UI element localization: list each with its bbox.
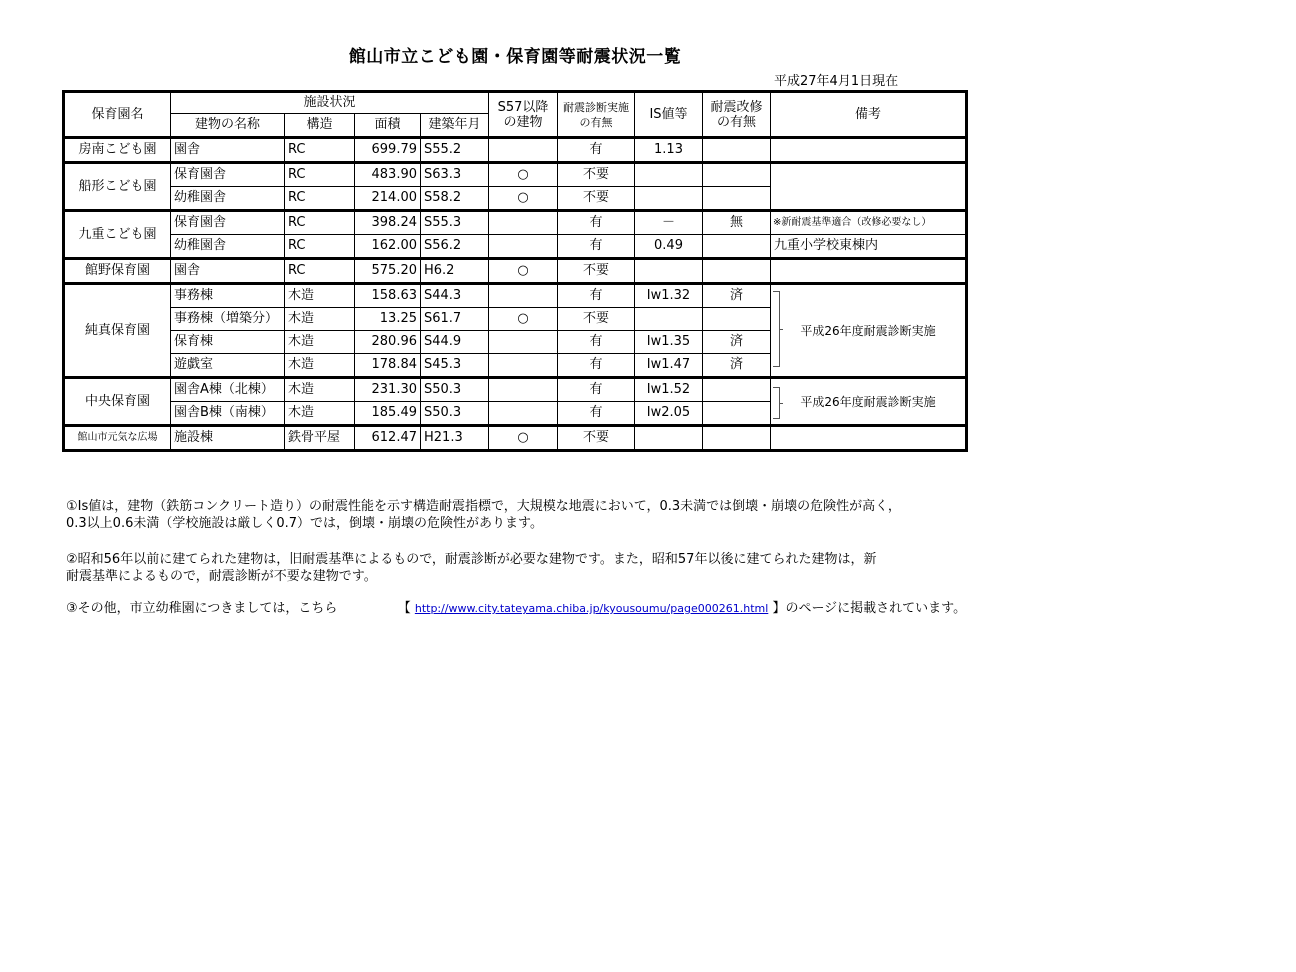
area: 699.79 — [355, 138, 421, 163]
structure: RC — [285, 138, 355, 163]
retrofit — [703, 187, 771, 211]
built: H6.2 — [421, 259, 489, 284]
area: 280.96 — [355, 331, 421, 354]
built: S61.7 — [421, 308, 489, 331]
area: 612.47 — [355, 426, 421, 451]
built: S63.3 — [421, 163, 489, 187]
header-built: 建築年月 — [421, 114, 489, 138]
header-s57: S57以降の建物 — [489, 92, 558, 138]
footnote-2-line-2: 耐震基準によるもので，耐震診断が不要な建物です。 — [66, 569, 377, 584]
table-row — [64, 163, 967, 187]
table-row — [64, 138, 967, 163]
building-name: 保育園舎 — [171, 163, 285, 187]
is-value — [635, 187, 703, 211]
retrofit: 済 — [703, 284, 771, 308]
structure: RC — [285, 187, 355, 211]
facility-name: 房南こども園 — [64, 138, 171, 163]
retrofit — [703, 402, 771, 426]
header-diag: 耐震診断実施の有無 — [558, 92, 635, 138]
diag: 有 — [558, 402, 635, 426]
footnote-3-suffix: 】のページに掲載されています。 — [772, 601, 967, 616]
header-name: 保育園名 — [64, 92, 171, 138]
building-name: 施設棟 — [171, 426, 285, 451]
building-name: 園舎 — [171, 138, 285, 163]
retrofit — [703, 308, 771, 331]
is-value — [635, 426, 703, 451]
is-value: 0.49 — [635, 235, 703, 259]
retrofit: 済 — [703, 354, 771, 378]
is-value: Iw1.47 — [635, 354, 703, 378]
remark: ※新耐震基準適合（改修必要なし） — [771, 211, 967, 235]
structure: 木造 — [285, 378, 355, 402]
s57-mark — [489, 284, 558, 308]
area: 398.24 — [355, 211, 421, 235]
retrofit: 無 — [703, 211, 771, 235]
table-row — [64, 259, 967, 284]
diag: 不要 — [558, 426, 635, 451]
table-row — [64, 378, 967, 402]
facility-name: 館野保育園 — [64, 259, 171, 284]
structure: 木造 — [285, 354, 355, 378]
is-value — [635, 163, 703, 187]
area: 13.25 — [355, 308, 421, 331]
structure: 木造 — [285, 284, 355, 308]
header-row-1 — [64, 92, 967, 114]
is-value — [635, 259, 703, 284]
building-name: 保育園舎 — [171, 211, 285, 235]
area: 185.49 — [355, 402, 421, 426]
structure: RC — [285, 211, 355, 235]
structure: RC — [285, 259, 355, 284]
s57-mark — [489, 211, 558, 235]
footnote-1-line-1: ①Is値は，建物（鉄筋コンクリート造り）の耐震性能を示す構造耐震指標で，大規模な地震において，0.3未満では倒壊・崩壊の危険性が高く， — [66, 499, 901, 514]
building-name: 幼稚園舎 — [171, 187, 285, 211]
remark — [771, 138, 967, 163]
structure: RC — [285, 235, 355, 259]
footnote-1-line-2: 0.3以上0.6未満（学校施設は厳しく0.7）では，倒壊・崩壊の危険性があります。 — [66, 516, 543, 531]
footnote-3-prefix: ③その他，市立幼稚園につきましては，こちら — [66, 601, 338, 616]
built: S44.9 — [421, 331, 489, 354]
retrofit — [703, 235, 771, 259]
s57-mark: ○ — [489, 308, 558, 331]
structure: 木造 — [285, 308, 355, 331]
footnote-2-line-1: ②昭和56年以前に建てられた建物は，旧耐震基準によるもので，耐震診断が必要な建物です。また，昭和57年以後に建てられた建物は，新 — [66, 552, 877, 567]
structure: 木造 — [285, 402, 355, 426]
footnote-3 — [66, 600, 976, 617]
is-value: － — [635, 211, 703, 235]
table-row — [64, 426, 967, 451]
area: 214.00 — [355, 187, 421, 211]
built: S50.3 — [421, 402, 489, 426]
area: 231.30 — [355, 378, 421, 402]
retrofit: 済 — [703, 331, 771, 354]
header-retrofit: 耐震改修の有無 — [703, 92, 771, 138]
kindergarten-page-link[interactable]: http://www.city.tateyama.chiba.jp/kyousoumu/page000261.html — [414, 602, 769, 615]
building-name: 幼稚園舎 — [171, 235, 285, 259]
area: 162.00 — [355, 235, 421, 259]
s57-mark: ○ — [489, 426, 558, 451]
diag: 不要 — [558, 163, 635, 187]
area: 575.20 — [355, 259, 421, 284]
building-name: 保育棟 — [171, 331, 285, 354]
header-status-group: 施設状況 — [171, 92, 489, 114]
retrofit — [703, 138, 771, 163]
footnote-1 — [66, 498, 901, 532]
bracket-mark — [773, 291, 780, 367]
diag: 有 — [558, 378, 635, 402]
bracket-mark — [773, 387, 780, 419]
is-value: Iw2.05 — [635, 402, 703, 426]
built: H21.3 — [421, 426, 489, 451]
diag: 有 — [558, 138, 635, 163]
remark: 九重小学校東棟内 — [771, 235, 967, 259]
built: S56.2 — [421, 235, 489, 259]
is-value: Iw1.32 — [635, 284, 703, 308]
building-name: 園舎A棟（北棟） — [171, 378, 285, 402]
footnote-2 — [66, 551, 876, 585]
facility-name: 純真保育園 — [64, 284, 171, 378]
built: S50.3 — [421, 378, 489, 402]
seismic-status-table — [62, 90, 968, 452]
building-name: 事務棟 — [171, 284, 285, 308]
s57-mark — [489, 331, 558, 354]
header-area: 面積 — [355, 114, 421, 138]
facility-name: 中央保育園 — [64, 378, 171, 426]
table-row — [64, 235, 967, 259]
diag: 不要 — [558, 308, 635, 331]
s57-mark: ○ — [489, 187, 558, 211]
remark — [771, 163, 967, 211]
header-is: IS値等 — [635, 92, 703, 138]
diag: 有 — [558, 331, 635, 354]
remark — [771, 259, 967, 284]
remark — [771, 426, 967, 451]
header-building-name: 建物の名称 — [171, 114, 285, 138]
retrofit — [703, 259, 771, 284]
building-name: 園舎 — [171, 259, 285, 284]
page-title: 館山市立こども園・保育園等耐震状況一覧 — [348, 47, 682, 67]
structure: 木造 — [285, 331, 355, 354]
facility-name: 九重こども園 — [64, 211, 171, 259]
area: 158.63 — [355, 284, 421, 308]
building-name: 事務棟（増築分） — [171, 308, 285, 331]
is-value: Iw1.35 — [635, 331, 703, 354]
s57-mark — [489, 402, 558, 426]
diag: 不要 — [558, 187, 635, 211]
diag: 不要 — [558, 259, 635, 284]
remark — [771, 284, 967, 378]
table-row — [64, 284, 967, 308]
retrofit — [703, 378, 771, 402]
s57-mark — [489, 378, 558, 402]
s57-mark: ○ — [489, 259, 558, 284]
diag: 有 — [558, 284, 635, 308]
building-name: 園舎B棟（南棟） — [171, 402, 285, 426]
building-name: 遊戯室 — [171, 354, 285, 378]
built: S58.2 — [421, 187, 489, 211]
built: S55.2 — [421, 138, 489, 163]
built: S55.3 — [421, 211, 489, 235]
s57-mark — [489, 354, 558, 378]
built: S45.3 — [421, 354, 489, 378]
diag: 有 — [558, 235, 635, 259]
is-value: 1.13 — [635, 138, 703, 163]
structure: RC — [285, 163, 355, 187]
s57-mark — [489, 235, 558, 259]
diag: 有 — [558, 354, 635, 378]
table-row — [64, 211, 967, 235]
header-structure: 構造 — [285, 114, 355, 138]
is-value — [635, 308, 703, 331]
facility-name: 館山市元気な広場 — [64, 426, 171, 451]
facility-name: 船形こども園 — [64, 163, 171, 211]
retrofit — [703, 163, 771, 187]
footnote-3-open-bracket: 【 — [397, 601, 411, 616]
remark-text: 平成26年度耐震診断実施 — [800, 323, 936, 338]
as-of-date: 平成27年4月1日現在 — [774, 74, 899, 89]
diag: 有 — [558, 211, 635, 235]
retrofit — [703, 426, 771, 451]
is-value: Iw1.52 — [635, 378, 703, 402]
structure: 鉄骨平屋 — [285, 426, 355, 451]
s57-mark — [489, 138, 558, 163]
area: 483.90 — [355, 163, 421, 187]
header-remarks: 備考 — [771, 92, 967, 138]
area: 178.84 — [355, 354, 421, 378]
remark-text: 平成26年度耐震診断実施 — [800, 394, 936, 409]
built: S44.3 — [421, 284, 489, 308]
s57-mark: ○ — [489, 163, 558, 187]
remark — [771, 378, 967, 426]
